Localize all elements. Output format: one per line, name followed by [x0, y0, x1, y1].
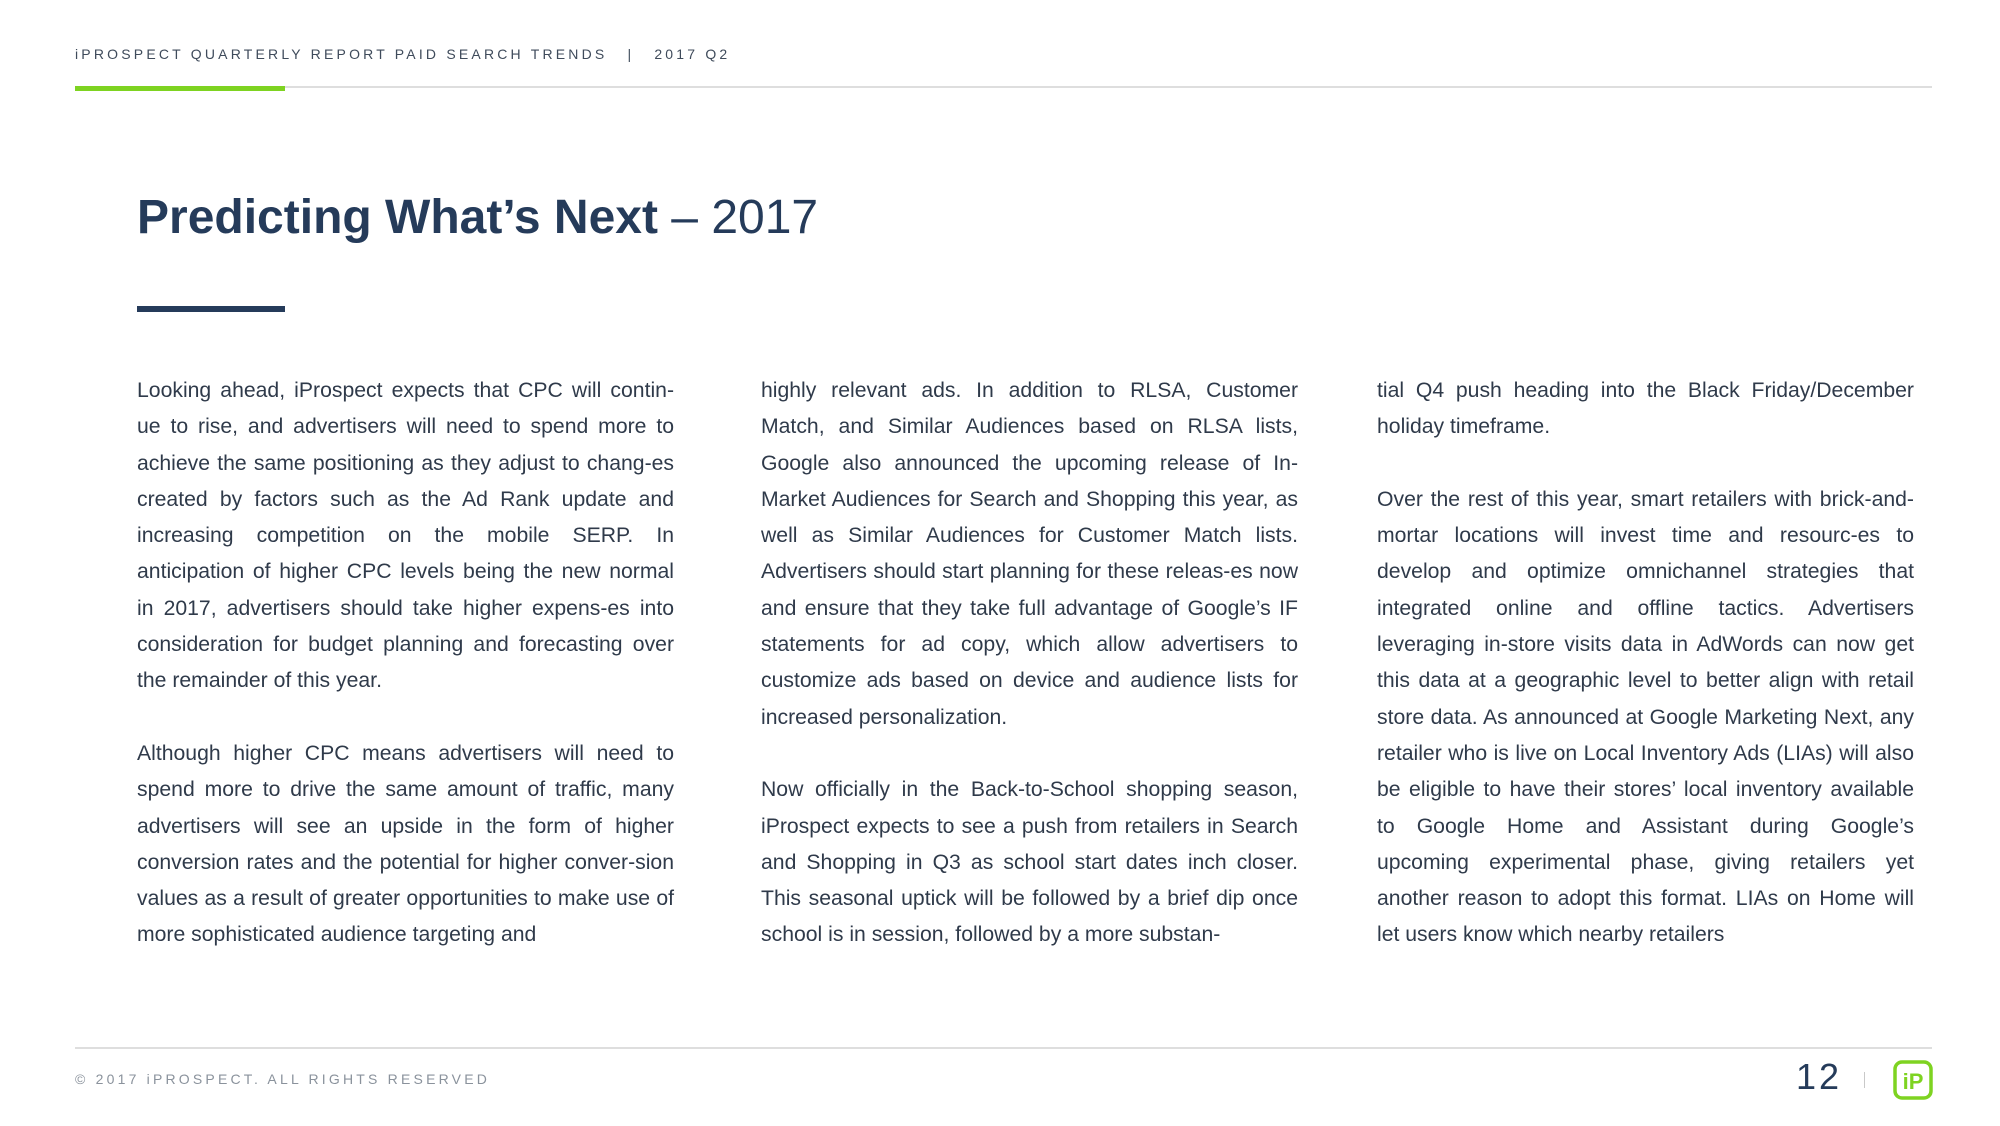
- text-column-1: [137, 373, 674, 954]
- report-header: [75, 46, 730, 62]
- paragraph: Although higher CPC means advertisers will need to spend more to drive the same amount of traffic, many advertisers will see an upside in the form of higher conversion rates and the potential for higher conver-sion values as a result of greater opportunities to make use of more sophisticated audience targeting and: [137, 741, 674, 947]
- text-column-2: [761, 373, 1298, 954]
- header-separator: |: [627, 46, 635, 62]
- paragraph: tial Q4 push heading into the Black Friday/December holiday timeframe.: [1377, 379, 1914, 439]
- page-title-year: – 2017: [657, 191, 819, 244]
- page-number: 12: [1796, 1056, 1843, 1097]
- footer-separator: [1864, 1072, 1865, 1088]
- logo-lettering: iP: [1902, 1069, 1924, 1094]
- paragraph: Over the rest of this year, smart retailers with brick-and-mortar locations will invest time and resourc-es to develop and optimize omnichannel strategies that integrated online and offline tactics. Advertisers leveraging in-store visits data in AdWords can now get this data at a geographic level to better align with retail store data. As announced at Google Marketing Next, any retailer who is live on Local Inventory Ads (LIAs) will also be eligible to have their stores’ local inventory available to Google Home and Assistant during Google’s upcoming experimental phase, giving retailers yet another reason to adopt this format. LIAs on Home will let users know which nearby retailers: [1377, 487, 1914, 947]
- ip-logo-icon: [1893, 1060, 1933, 1100]
- paragraph: Looking ahead, iProspect expects that CPC will contin-ue to rise, and advertisers will need to spend more to achieve the same positioning as they adjust to chang-es created by factors such as the Ad Rank update and increasing competition on the mobile SERP. In anticipation of higher CPC levels being the new normal in 2017, advertisers should take higher expens-es into consideration for budget planning and forecasting over the remainder of this year.: [137, 379, 674, 693]
- footer-divider: [75, 1047, 1932, 1049]
- header-divider: [75, 86, 1932, 88]
- page-title-main: Predicting What’s Next: [137, 191, 658, 244]
- page-title: [137, 192, 818, 245]
- title-underline: [137, 306, 285, 312]
- report-title: iPROSPECT QUARTERLY REPORT PAID SEARCH TRENDS: [75, 46, 608, 62]
- paragraph: Now officially in the Back-to-School shopping season, iProspect expects to see a push from retailers in Search and Shopping in Q3 as school start dates inch closer. This seasonal uptick will be followed by a brief dip once school is in session, followed by a more substan-: [761, 778, 1298, 947]
- text-column-3: [1377, 373, 1914, 954]
- copyright-notice: © 2017 iPROSPECT. ALL RIGHTS RESERVED: [75, 1071, 491, 1087]
- header-accent-bar: [75, 86, 285, 91]
- report-period: 2017 Q2: [654, 46, 731, 62]
- paragraph: highly relevant ads. In addition to RLSA, Customer Match, and Similar Audiences based on RLSA lists, Google also announced the upcoming release of In-Market Audiences for Search and Shopping this year, as well as Similar Audiences for Customer Match lists. Advertisers should start planning for these releas-es now and ensure that they take full advantage of Google’s IF statements for ad copy, which allow advertisers to customize ads based on device and audience lists for increased personalization.: [761, 379, 1298, 729]
